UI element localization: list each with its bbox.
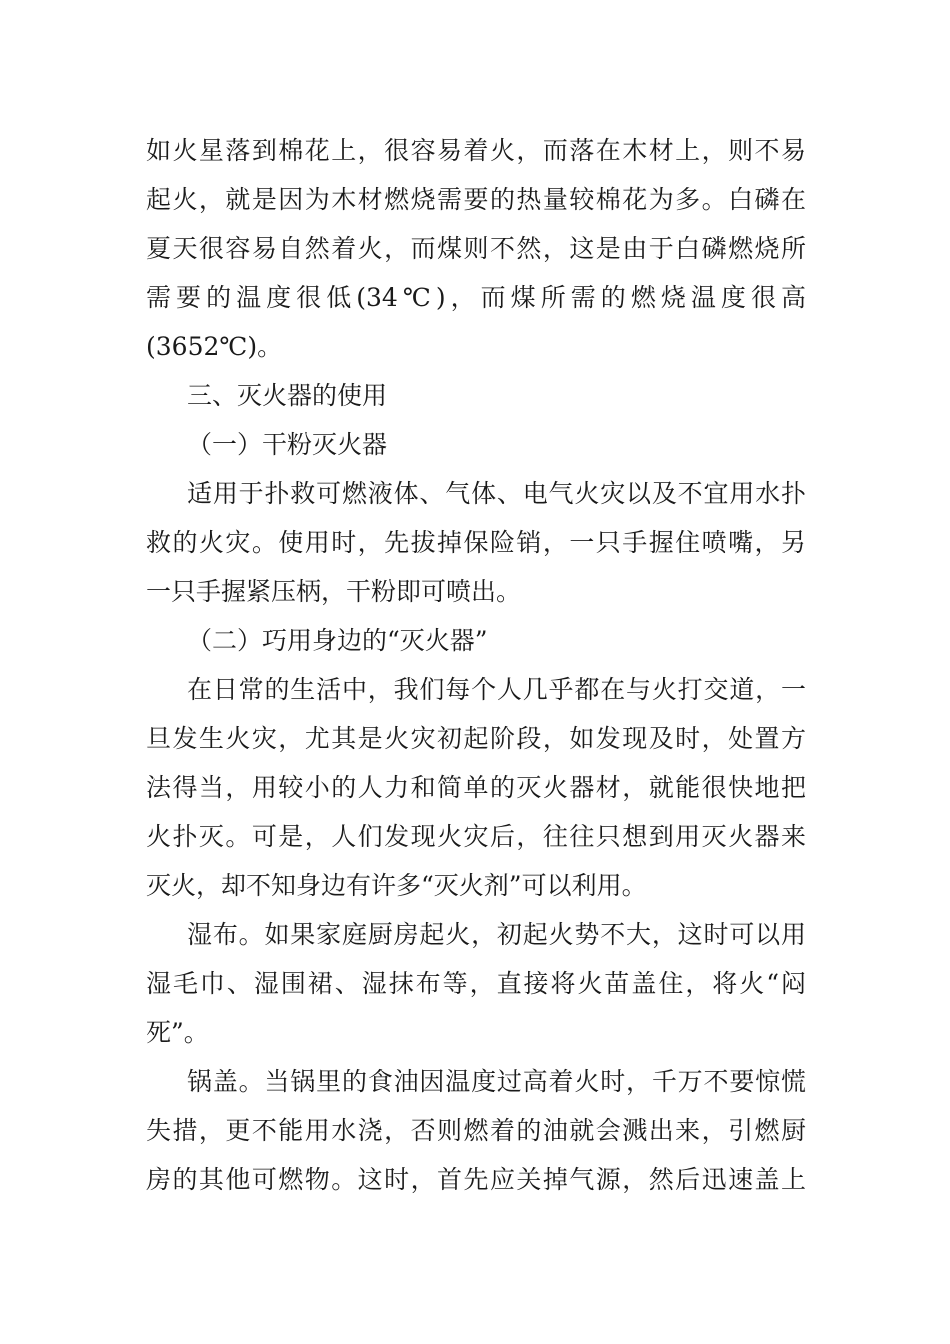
text-line: 灭火，却不知身边有许多“灭火剂”可以利用。	[146, 871, 647, 900]
document-body	[146, 126, 806, 1204]
text-line: 锅盖。当锅里的食油因温度过高着火时，千万不要惊慌	[187, 1067, 806, 1096]
text-line: (3652℃)。	[146, 332, 283, 361]
text-line: 救的火灾。使用时，先拔掉保险销，一只手握住喷嘴，另	[146, 528, 806, 557]
text-line: 适用于扑救可燃液体、气体、电气火灾以及不宜用水扑	[187, 479, 806, 508]
subsection-heading: （二）巧用身边的“灭火器”	[187, 626, 488, 655]
text-line: 失措，更不能用水浇，否则燃着的油就会溅出来，引燃厨	[146, 1116, 806, 1145]
text-line: 夏天很容易自然着火，而煤则不然，这是由于白磷燃烧所	[146, 234, 806, 263]
text-line: 旦发生火灾，尤其是火灾初起阶段，如发现及时，处置方	[146, 724, 806, 753]
text-line: 火扑灭。可是，人们发现火灾后，往往只想到用灭火器来	[146, 822, 806, 851]
text-line: 一只手握紧压柄，干粉即可喷出。	[146, 577, 522, 606]
text-line: 在日常的生活中，我们每个人几乎都在与火打交道，一	[187, 675, 806, 704]
text-line: 湿布。如果家庭厨房起火，初起火势不大，这时可以用	[187, 920, 806, 949]
section-heading: 三、灭火器的使用	[187, 381, 388, 410]
text-line: 法得当，用较小的人力和简单的灭火器材，就能很快地把	[146, 773, 806, 802]
text-line: 如火星落到棉花上，很容易着火，而落在木材上，则不易	[146, 136, 806, 165]
text-line: 房的其他可燃物。这时，首先应关掉气源，然后迅速盖上	[146, 1165, 806, 1194]
subsection-heading: （一）干粉灭火器	[187, 430, 388, 459]
text-line: 需要的温度很低(34℃)，而煤所需的燃烧温度很高	[146, 283, 806, 312]
text-line: 湿毛巾、湿围裙、湿抹布等，直接将火苗盖住，将火“闷	[146, 969, 806, 998]
text-line: 起火，就是因为木材燃烧需要的热量较棉花为多。白磷在	[146, 185, 806, 214]
text-line: 死”。	[146, 1018, 209, 1047]
